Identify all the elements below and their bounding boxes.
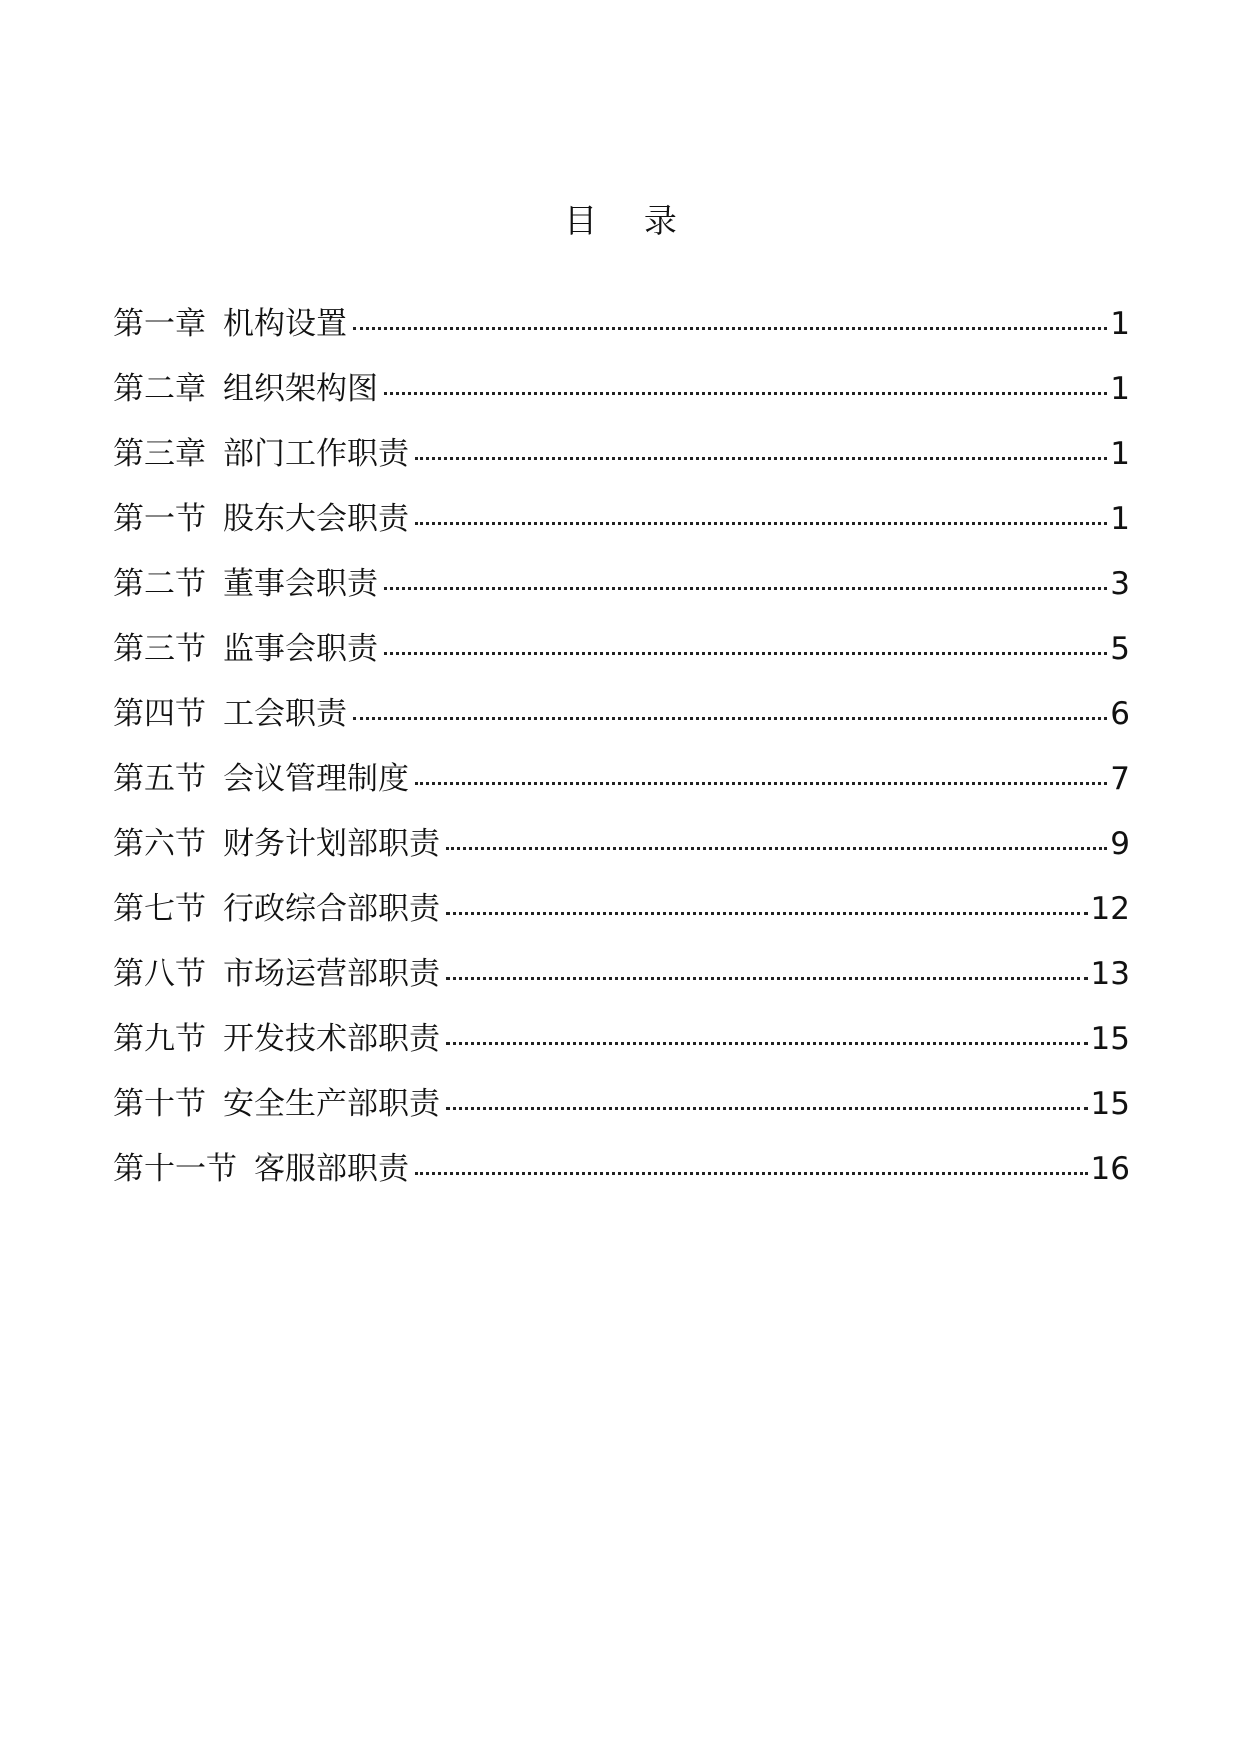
toc-dot-leader — [415, 1171, 1088, 1175]
toc-dot-leader — [446, 846, 1107, 850]
toc-entry-title: 安全生产部职责 — [223, 1086, 441, 1122]
toc-entry-title: 财务计划部职责 — [223, 826, 441, 862]
toc-entry[interactable] — [113, 559, 1130, 624]
toc-entry-page: 6 — [1110, 696, 1130, 732]
toc-dot-leader — [384, 651, 1107, 655]
toc-dot-leader — [446, 1106, 1088, 1110]
toc-entry-number: 第四节 — [113, 696, 206, 732]
toc-entry-number: 第一章 — [113, 306, 206, 342]
toc-entry-number: 第二节 — [113, 566, 206, 602]
toc-entry-title: 监事会职责 — [223, 631, 379, 667]
toc-entry-title: 工会职责 — [223, 696, 348, 732]
toc-entry[interactable] — [113, 624, 1130, 689]
toc-entry-page: 5 — [1110, 631, 1130, 667]
toc-dot-leader — [384, 586, 1107, 590]
toc-entry-number: 第七节 — [113, 891, 206, 927]
toc-dot-leader — [446, 911, 1088, 915]
toc-dot-leader — [415, 456, 1107, 460]
toc-entry-number: 第六节 — [113, 826, 206, 862]
toc-entry-number: 第一节 — [113, 501, 206, 537]
toc-entry-page: 3 — [1110, 566, 1130, 602]
toc-entry-title: 会议管理制度 — [223, 761, 410, 797]
toc-entry[interactable] — [113, 1144, 1130, 1209]
toc-entry-number: 第九节 — [113, 1021, 206, 1057]
toc-dot-leader — [446, 976, 1088, 980]
toc-list — [113, 299, 1130, 1209]
toc-entry-number: 第十一节 — [113, 1151, 237, 1187]
toc-entry-page: 1 — [1110, 371, 1130, 407]
toc-dot-leader — [353, 716, 1107, 720]
toc-entry-page: 1 — [1110, 436, 1130, 472]
toc-entry[interactable] — [113, 494, 1130, 559]
toc-dot-leader — [384, 391, 1107, 395]
toc-entry-title: 客服部职责 — [254, 1151, 410, 1187]
toc-entry-number: 第十节 — [113, 1086, 206, 1122]
toc-entry-title: 组织架构图 — [223, 371, 379, 407]
toc-entry-page: 13 — [1090, 956, 1130, 992]
toc-dot-leader — [415, 781, 1107, 785]
toc-entry-page: 12 — [1090, 891, 1130, 927]
toc-entry-number: 第八节 — [113, 956, 206, 992]
toc-entry-page: 9 — [1110, 826, 1130, 862]
toc-entry-title: 行政综合部职责 — [223, 891, 441, 927]
toc-entry[interactable] — [113, 884, 1130, 949]
toc-entry-number: 第三章 — [113, 436, 206, 472]
toc-entry-title: 市场运营部职责 — [223, 956, 441, 992]
toc-entry[interactable] — [113, 429, 1130, 494]
toc-entry-page: 16 — [1090, 1151, 1130, 1187]
toc-entry-number: 第五节 — [113, 761, 206, 797]
toc-entry[interactable] — [113, 1079, 1130, 1144]
toc-entry-page: 1 — [1110, 306, 1130, 342]
toc-entry[interactable] — [113, 689, 1130, 754]
toc-entry-page: 15 — [1090, 1086, 1130, 1122]
toc-entry-title: 机构设置 — [223, 306, 348, 342]
toc-entry-page: 15 — [1090, 1021, 1130, 1057]
toc-entry[interactable] — [113, 819, 1130, 884]
toc-entry-title: 部门工作职责 — [223, 436, 410, 472]
toc-entry[interactable] — [113, 754, 1130, 819]
toc-entry-number: 第二章 — [113, 371, 206, 407]
toc-entry-page: 7 — [1110, 761, 1130, 797]
toc-dot-leader — [353, 326, 1107, 330]
toc-title: 目 录 — [564, 201, 696, 240]
toc-entry[interactable] — [113, 299, 1130, 364]
toc-entry-page: 1 — [1110, 501, 1130, 537]
toc-entry[interactable] — [113, 364, 1130, 429]
toc-entry-title: 开发技术部职责 — [223, 1021, 441, 1057]
toc-entry[interactable] — [113, 1014, 1130, 1079]
toc-entry-title: 股东大会职责 — [223, 501, 410, 537]
toc-entry[interactable] — [113, 949, 1130, 1014]
toc-entry-number: 第三节 — [113, 631, 206, 667]
toc-dot-leader — [446, 1041, 1088, 1045]
toc-dot-leader — [415, 521, 1107, 525]
toc-entry-title: 董事会职责 — [223, 566, 379, 602]
